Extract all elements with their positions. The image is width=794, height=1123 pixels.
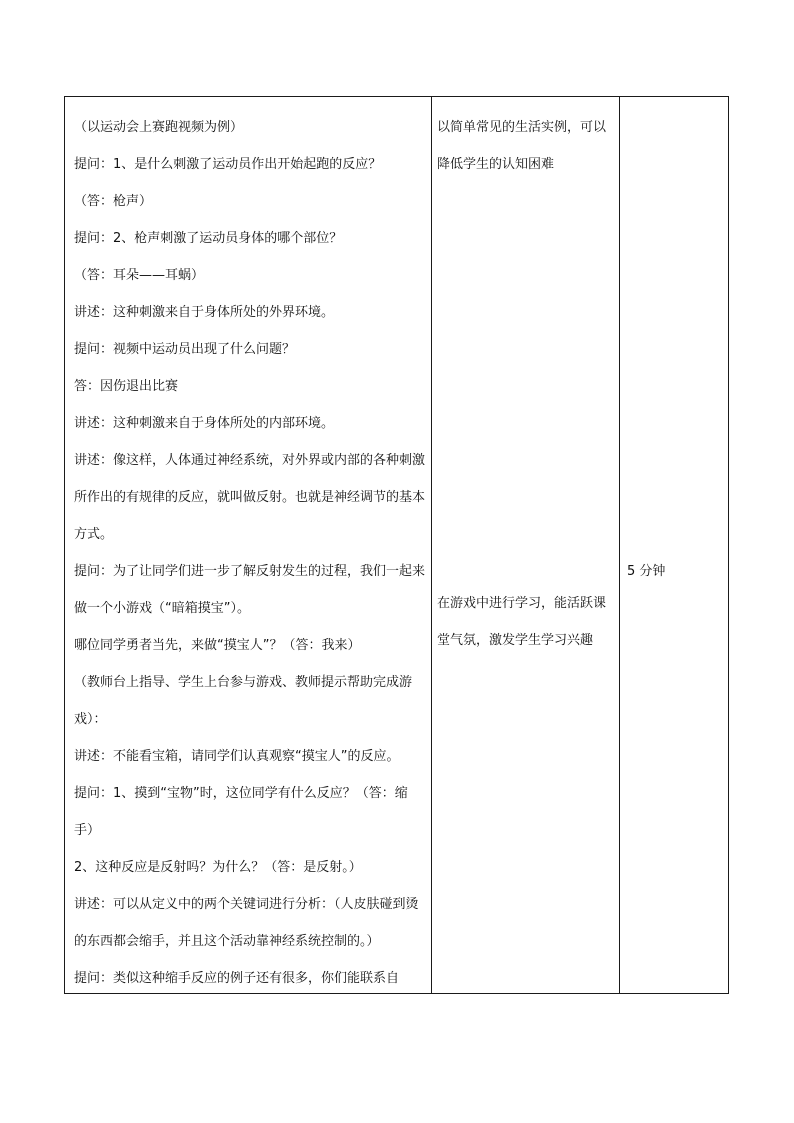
process-line-7: 提问：视频中运动员出现了什么问题？ [74, 342, 296, 357]
intent-note-1: 以简单常见的生活实例，可以降低学生的认知困难 [437, 120, 607, 172]
process-line-15: 提问：1、摸到“宝物”时，这位同学有什么反应？（答：缩手） [74, 786, 408, 838]
process-line-8: 答：因伤退出比赛 [74, 379, 179, 394]
intent-note-2: 在游戏中进行学习，能活跃课堂气氛，激发学生学习兴趣 [437, 596, 607, 648]
process-line-10: 讲述：像这样，人体通过神经系统，对外界或内部的各种刺激所作出的有规律的反应，就叫做反射。也就是神经调节的基本方式。 [74, 453, 426, 542]
process-line-16: 2、这种反应是反射吗？为什么？（答：是反射。） [74, 860, 362, 875]
time-value: 5 分钟 [627, 564, 666, 579]
process-line-14: 讲述：不能看宝箱，请同学们认真观察“摸宝人”的反应。 [74, 749, 400, 764]
time-allocation-cell [620, 97, 728, 993]
design-intent-cell [432, 97, 620, 993]
process-line-17: 讲述：可以从定义中的两个关键词进行分析：（人皮肤碰到烫的东西都会缩手，并且这个活动靠神经系统控制的。） [74, 897, 419, 949]
process-line-13: （教师台上指导、学生上台参与游戏、教师提示帮助完成游戏）： [74, 675, 413, 727]
process-line-5: （答：耳朵——耳蜗） [74, 268, 205, 283]
process-line-1: （以运动会上赛跑视频为例） [74, 120, 244, 135]
lesson-plan-table [64, 96, 729, 994]
process-line-2: 提问：1、是什么刺激了运动员作出开始起跑的反应？ [74, 157, 382, 172]
process-line-11: 提问：为了让同学们进一步了解反射发生的过程，我们一起来做一个小游戏（“暗箱摸宝”）。 [74, 564, 426, 616]
process-line-12: 哪位同学勇者当先，来做“摸宝人”？（答：我来） [74, 638, 361, 653]
teaching-process-cell [65, 97, 432, 993]
process-line-4: 提问：2、枪声刺激了运动员身体的哪个部位？ [74, 231, 343, 246]
process-line-3: （答：枪声） [74, 194, 153, 209]
process-line-18: 提问：类似这种缩手反应的例子还有很多，你们能联系自 [74, 971, 400, 986]
process-line-9: 讲述：这种刺激来自于身体所处的内部环境。 [74, 416, 335, 431]
process-line-6: 讲述：这种刺激来自于身体所处的外界环境。 [74, 305, 335, 320]
